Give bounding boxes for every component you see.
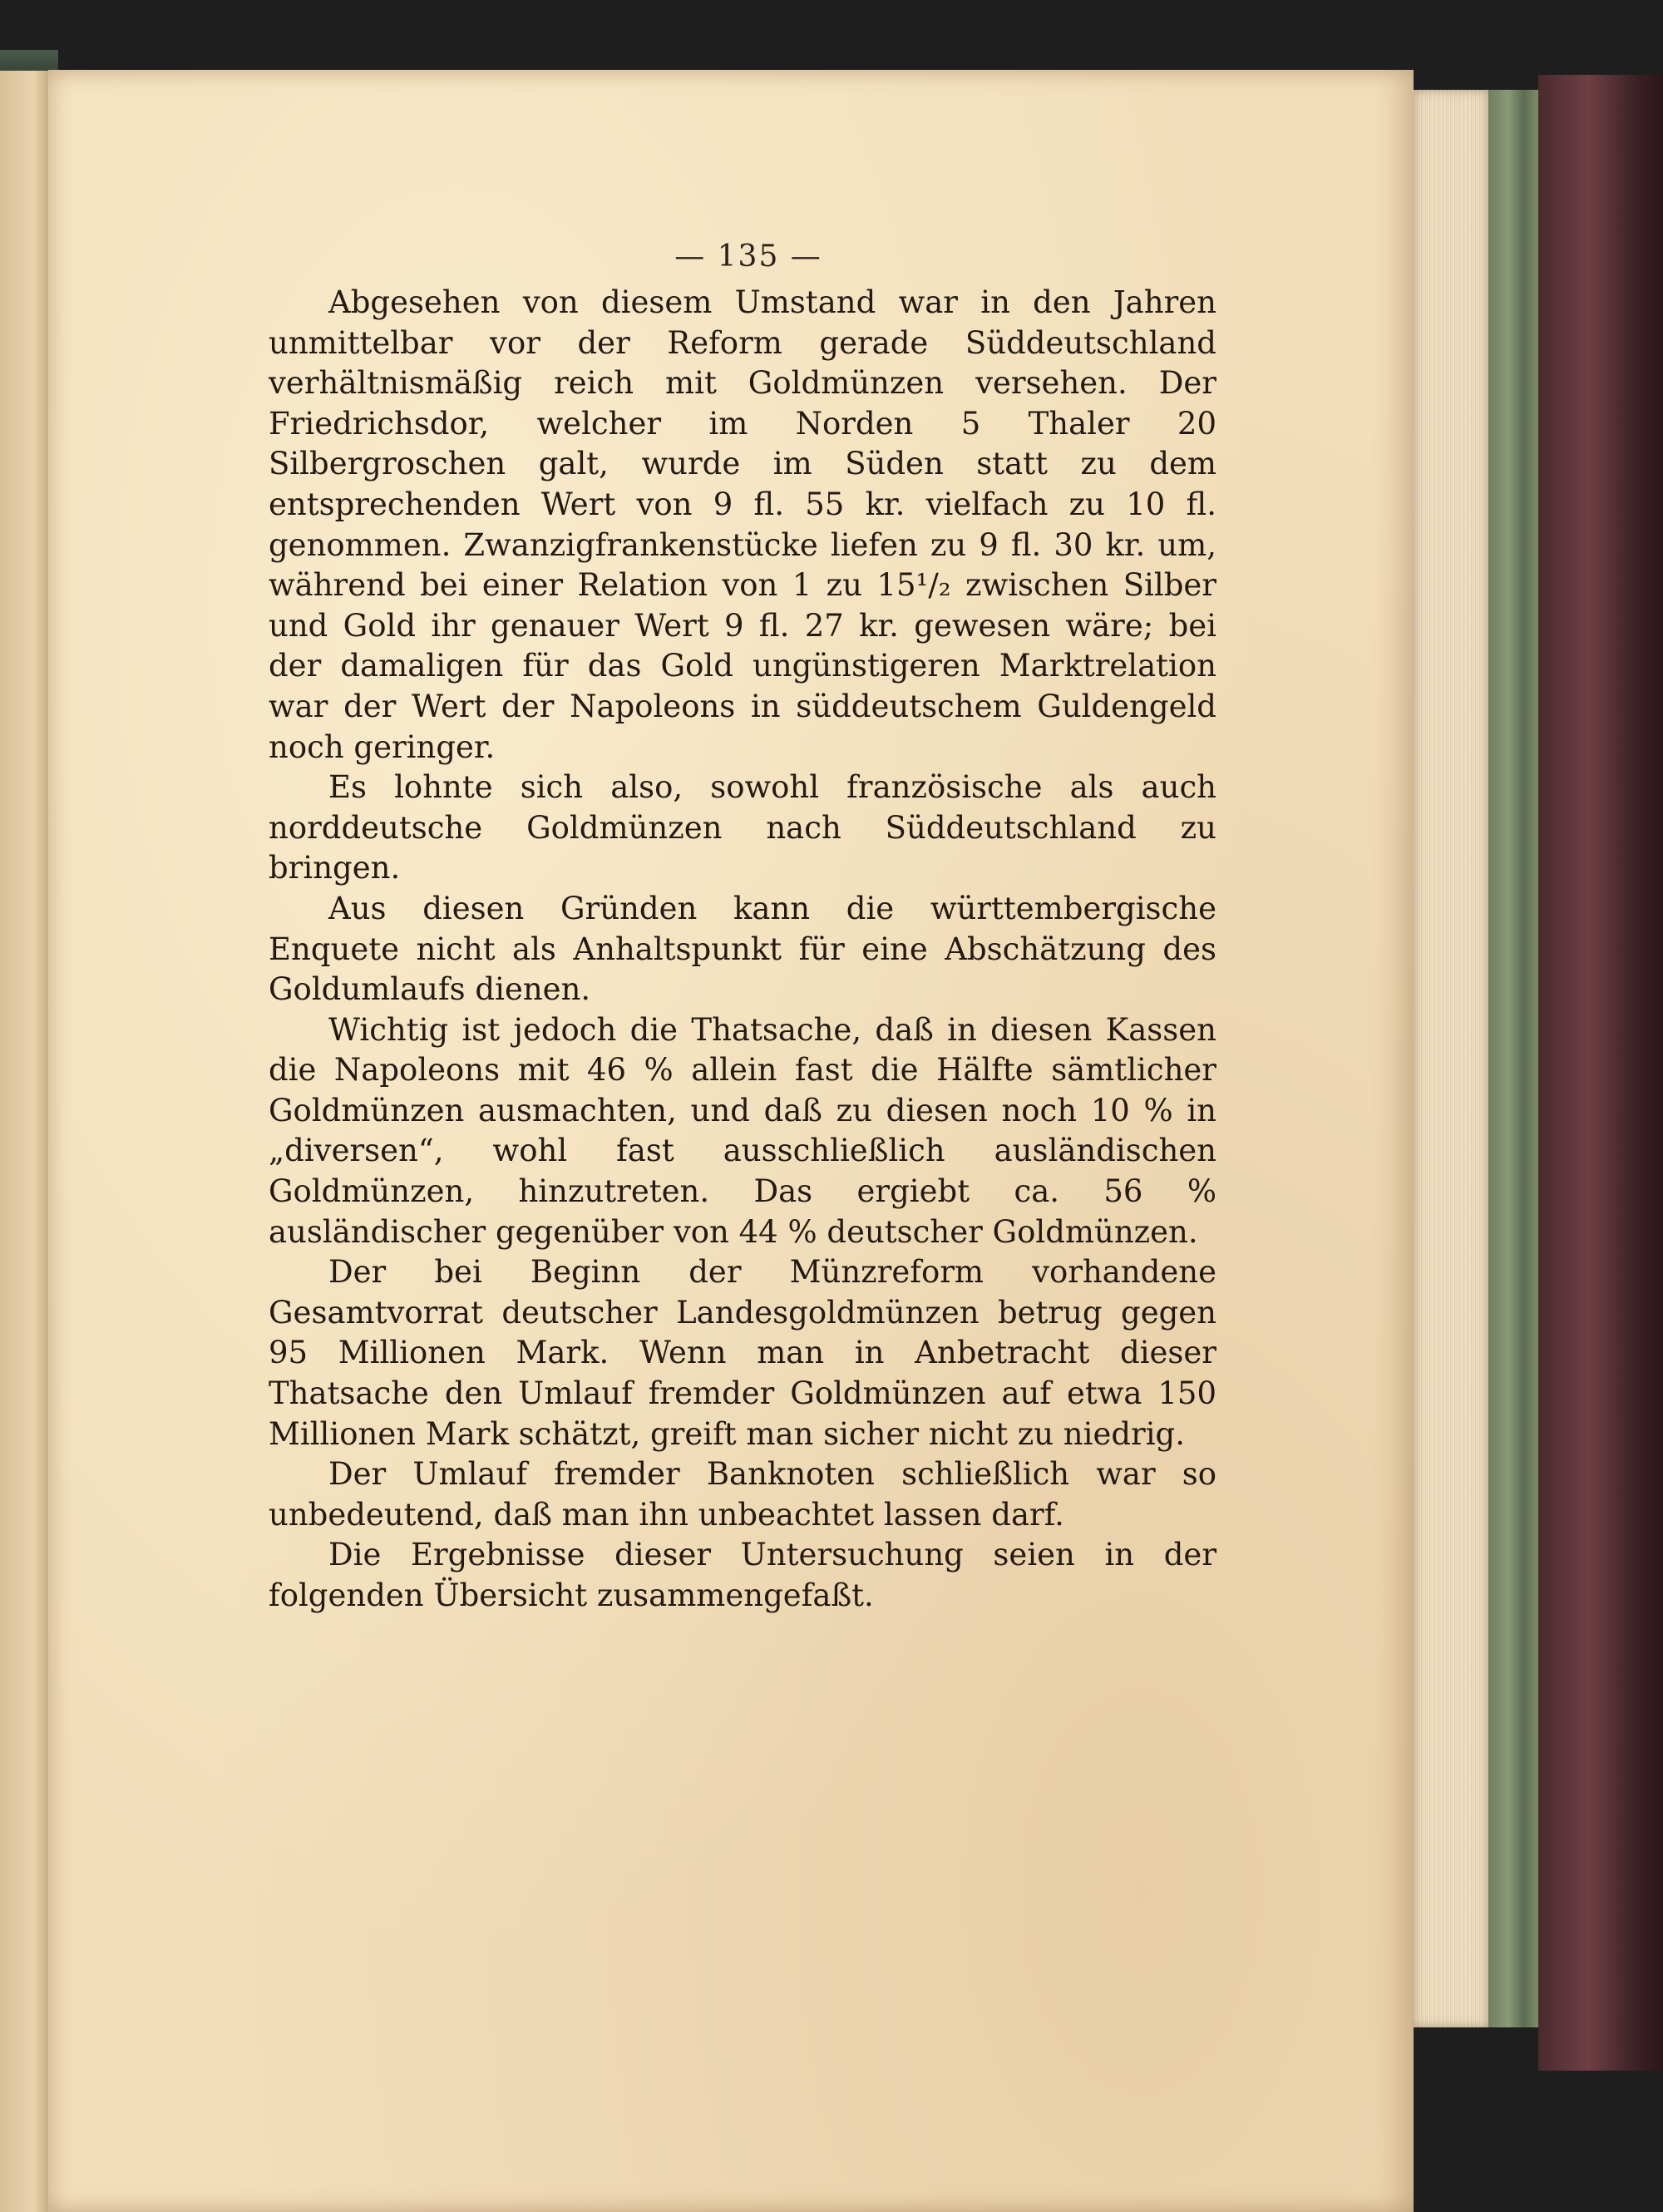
paragraph: Der Umlauf fremder Banknoten schließlich war so unbedeutend, daß man ihn unbeachtet lassen darf. [269,1456,1216,1533]
paragraph: Aus diesen Gründen kann die württembergische Enquete nicht als Anhaltspunkt für eine Abschätzung des Goldumlaufs dienen. [269,890,1216,1008]
paragraph: Der bei Beginn der Münzreform vorhandene Gesamtvorrat deutscher Landesgoldmünzen betrug gegen 95 Millionen Mark. Wenn man in Anbetracht dieser Thatsache den Umlauf fremder Goldmünzen auf etwa 150 Millionen Mark schätzt, greift man sicher nicht zu niedrig. [269,1254,1216,1452]
paragraph: Es lohnte sich also, sowohl französische als auch norddeutsche Goldmünzen nach Süddeutschland zu bringen. [269,769,1216,886]
page-block-edges [1414,90,1488,2027]
page-body-text [269,283,1216,1617]
paragraph: Abgesehen von diesem Umstand war in den Jahren unmittelbar vor der Reform gerade Süddeutschland verhältnismäßig reich mit Goldmünzen versehen. Der Friedrichsdor, welcher im Norden 5 Thaler 20 Silbergroschen galt, wurde im Süden statt zu dem entsprechenden Wert von 9 fl. 55 kr. vielfach zu 10 fl. genommen. Zwanzigfrankenstücke liefen zu 9 fl. 30 kr. um, während bei einer Relation von 1 zu 15¹/₂ zwischen Silber und Gold ihr genauer Wert 9 fl. 27 kr. gewesen wäre; bei der damaligen für das Gold ungünstigeren Marktrelation war der Wert der Napoleons in süddeutschem Guldengeld noch geringer. [269,284,1216,765]
paragraph: Die Ergebnisse dieser Untersuchung seien in der folgenden Übersicht zusammengefaßt. [269,1537,1216,1613]
book-spine [1538,75,1663,2071]
page-number: — 135 — [674,239,822,274]
marbled-board-edge [1488,90,1538,2027]
left-page-sliver [0,71,48,2212]
paragraph: Wichtig ist jedoch die Thatsache, daß in diesen Kassen die Napoleons mit 46 % allein fast die Hälfte sämtlicher Goldmünzen ausmachten, und daß zu diesen noch 10 % in „diversen“, wohl fast ausschließlich ausländischen Goldmünzen, hinzutreten. Das ergiebt ca. 56 % ausländischer gegenüber von 44 % deutscher Goldmünzen. [269,1011,1216,1250]
